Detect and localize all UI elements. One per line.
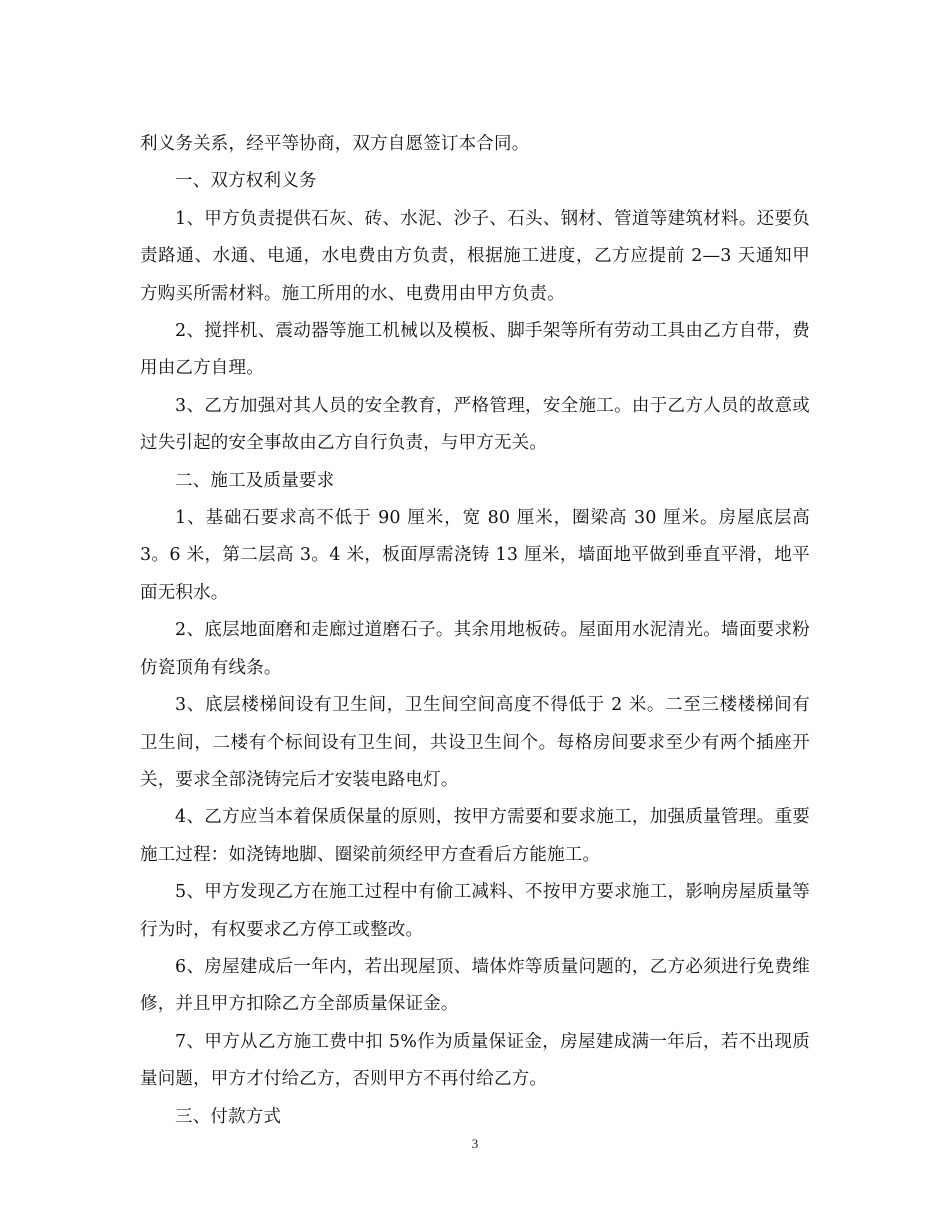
clause-2-4: 4、乙方应当本着保质保量的原则，按甲方需要和要求施工，加强质量管理。重要施工过程：如浇铸地脚、圈梁前须经甲方查看后方能施工。 — [140, 807, 810, 865]
section-heading-rights-obligations: 一、双方权利义务 — [175, 171, 317, 192]
section-heading-construction-quality: 二、施工及质量要求 — [175, 470, 335, 491]
contract-body — [140, 126, 810, 1136]
clause-1-2: 2、搅拌机、震动器等施工机械以及模板、脚手架等所有劳动工具由乙方自带，费用由乙方自理。 — [140, 321, 810, 379]
clause-2-5: 5、甲方发现乙方在施工过程中有偷工减料、不按甲方要求施工，影响房屋质量等行为时，有权要求乙方停工或整改。 — [140, 882, 810, 940]
clause-2-7: 7、甲方从乙方施工费中扣 5%作为质量保证金，房屋建成满一年后，若不出现质量问题，甲方才付给乙方，否则甲方不再付给乙方。 — [140, 1031, 810, 1090]
clause-2-6: 6、房屋建成后一年内，若出现屋顶、墙体炸等质量问题的，乙方必须进行免费维修，并且甲方扣除乙方全部质量保证金。 — [140, 956, 810, 1015]
clause-2-1: 1、基础石要求高不低于 90 厘米，宽 80 厘米，圈梁高 30 厘米。房屋底层高 3。6 米，第二层高 3。4 米，板面厚需浇铸 13 厘米，墙面地平做到垂直平滑，地平面无积水。 — [140, 508, 810, 603]
paragraph-intro-continuation: 利义务关系，经平等协商，双方自愿签订本合同。 — [140, 134, 530, 154]
page-number: 3 — [471, 1136, 479, 1151]
clause-2-3: 3、底层楼梯间设有卫生间，卫生间空间高度不得低于 2 米。二至三楼楼梯间有卫生间，二楼有个标间设有卫生间，共设卫生间个。每格房间要求至少有两个插座开关，要求全部浇铸完后才安装电路电灯。 — [140, 695, 810, 790]
clause-1-3: 3、乙方加强对其人员的安全教育，严格管理，安全施工。由于乙方人员的故意或过失引起的安全事故由乙方自行负责，与甲方无关。 — [140, 395, 810, 454]
clause-2-2: 2、底层地面磨和走廊过道磨石子。其余用地板砖。屋面用水泥清光。墙面要求粉仿瓷顶角有线条。 — [140, 620, 810, 678]
section-heading-payment-method: 三、付款方式 — [175, 1106, 282, 1127]
clause-1-1: 1、甲方负责提供石灰、砖、水泥、沙子、石头、钢材、管道等建筑材料。还要负责路通、水通、电通，水电费由方负责，根据施工进度，乙方应提前 2—3 天通知甲方购买所需材料。施工所用的水、电费用由甲方负责。 — [140, 208, 810, 304]
